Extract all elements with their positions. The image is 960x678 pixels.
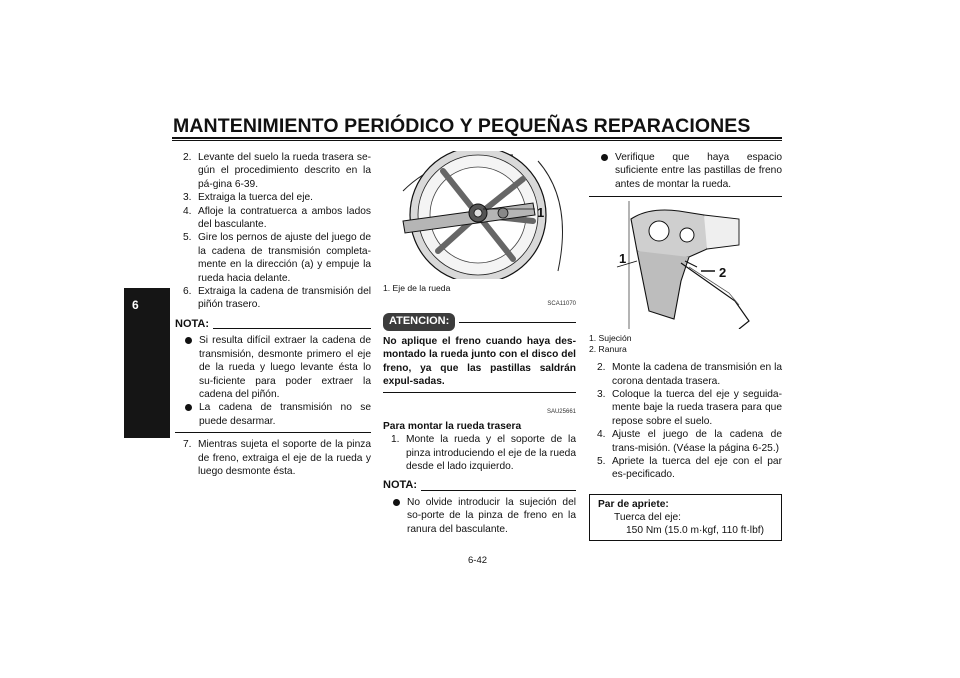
figure-caption: 2. Ranura — [589, 344, 627, 355]
step-number: 3. — [183, 192, 192, 204]
note-rule — [213, 328, 371, 329]
figure-caption: 1. Eje de la rueda — [383, 283, 451, 293]
note-label: NOTA: — [383, 479, 418, 492]
step-3 — [597, 388, 782, 428]
bullet-end-rule — [589, 196, 782, 197]
step-number: 7. — [183, 439, 192, 451]
column-1 — [175, 151, 371, 478]
header-rule — [172, 137, 782, 139]
step-text: Mientras sujeta el soporte de la pinza de freno, extraiga el eje de la rueda y luego desmonte ésta. — [198, 439, 371, 477]
step-6 — [183, 285, 371, 312]
torque-title: Par de apriete: — [598, 498, 669, 510]
chapter-number: 6 — [132, 298, 139, 312]
attention-text: No aplique el freno cuando haya des-montado la rueda junto con el disco del freno, ya que las pastillas saldrán expul-sadas. — [383, 335, 576, 388]
step-text: Ajuste el juego de la cadena de trans-misión. (Véase la página 6-25.) — [612, 429, 782, 454]
step-5 — [183, 231, 371, 285]
attention-rule — [459, 322, 576, 323]
step-text: Apriete la tuerca del eje con el par es-pecificado. — [612, 456, 782, 481]
step-number: 6. — [183, 286, 192, 298]
note-bullet: No olvide introducir la sujeción del so-porte de la pinza de freno en la ranura del basculante. — [391, 496, 576, 536]
step-number: 5. — [597, 456, 606, 468]
check-bullet: Verifique que haya espacio suficiente entre las pastillas de freno antes de montar la rueda. — [599, 151, 782, 191]
column-2 — [383, 151, 576, 536]
note-end-rule — [175, 432, 371, 433]
note-label: NOTA: — [175, 317, 210, 330]
reference-code: SCA11070 — [547, 301, 576, 307]
step-5 — [597, 455, 782, 482]
step-1 — [391, 433, 576, 473]
attention-end-rule — [383, 392, 576, 393]
rear-wheel-illustration — [383, 151, 576, 279]
note-bullet: La cadena de transmisión no se puede desarmar. — [183, 401, 371, 428]
step-2 — [597, 361, 782, 388]
page-number: 6-42 — [468, 555, 488, 566]
step-number: 5. — [183, 232, 192, 244]
step-number: 4. — [597, 429, 606, 441]
note-bullet: Si resulta difícil extraer la cadena de transmisión, desmonte primero el eje de la rueda y luego levante ésta lo su-ficiente para poder extraer la cadena del piñón. — [183, 334, 371, 401]
figure-callout-2: 2 — [719, 265, 727, 281]
section-title: Para montar la rueda trasera — [383, 420, 522, 432]
note-rule — [421, 490, 576, 491]
header-rule-thin — [172, 140, 782, 141]
step-7 — [183, 438, 371, 478]
step-text: Gire los pernos de ajuste del juego de la cadena de transmisión completa-mente en la dirección (a) y empuje la rueda hacia delante. — [198, 232, 371, 284]
step-text: Extraiga la cadena de transmisión del piñón trasero. — [198, 286, 371, 311]
step-2 — [183, 151, 371, 191]
figure-callout: 1 — [537, 205, 545, 220]
page-title: MANTENIMIENTO PERIÓDICO Y PEQUEÑAS REPARACIONES — [173, 115, 751, 137]
step-text: Levante del suelo la rueda trasera se-gún el procedimiento descrito en la pá-gina 6-39. — [198, 152, 371, 190]
step-number: 1. — [391, 434, 400, 446]
step-4 — [597, 428, 782, 455]
caliper-bracket-figure — [589, 201, 782, 329]
step-text: Afloje la contratuerca a ambos lados del basculante. — [198, 205, 371, 231]
torque-item: Tuerca del eje: — [614, 511, 682, 523]
torque-spec-box — [589, 494, 782, 541]
rear-wheel-figure — [383, 151, 576, 279]
step-4 — [183, 205, 371, 232]
chapter-tab — [124, 288, 170, 438]
note-heading — [175, 318, 371, 331]
attention-badge: ATENCION: — [383, 313, 455, 330]
step-text: Coloque la tuerca del eje y seguida-mente baje la rueda trasera para que repose sobre el suelo. — [612, 389, 782, 427]
step-number: 4. — [183, 205, 192, 217]
torque-value: 150 Nm (15.0 m·kgf, 110 ft·lbf) — [626, 524, 764, 536]
column-3 — [589, 151, 782, 541]
step-text: Monte la rueda y el soporte de la pinza introduciendo el eje de la rueda desde el lado izquierdo. — [406, 434, 576, 473]
step-number: 3. — [597, 389, 606, 401]
figure-callout-1: 1 — [619, 251, 627, 267]
reference-code: SAU25661 — [546, 409, 576, 416]
step-text: Extraiga la tuerca del eje. — [198, 192, 313, 204]
step-text: Monte la cadena de transmisión en la corona dentada trasera. — [612, 362, 782, 387]
step-number: 2. — [183, 152, 192, 163]
caliper-bracket-illustration — [589, 201, 782, 329]
note-heading — [383, 479, 576, 492]
step-number: 2. — [597, 362, 606, 374]
figure-caption: 1. Sujeción — [589, 333, 632, 344]
step-3 — [183, 191, 371, 204]
attention-heading — [383, 313, 576, 330]
